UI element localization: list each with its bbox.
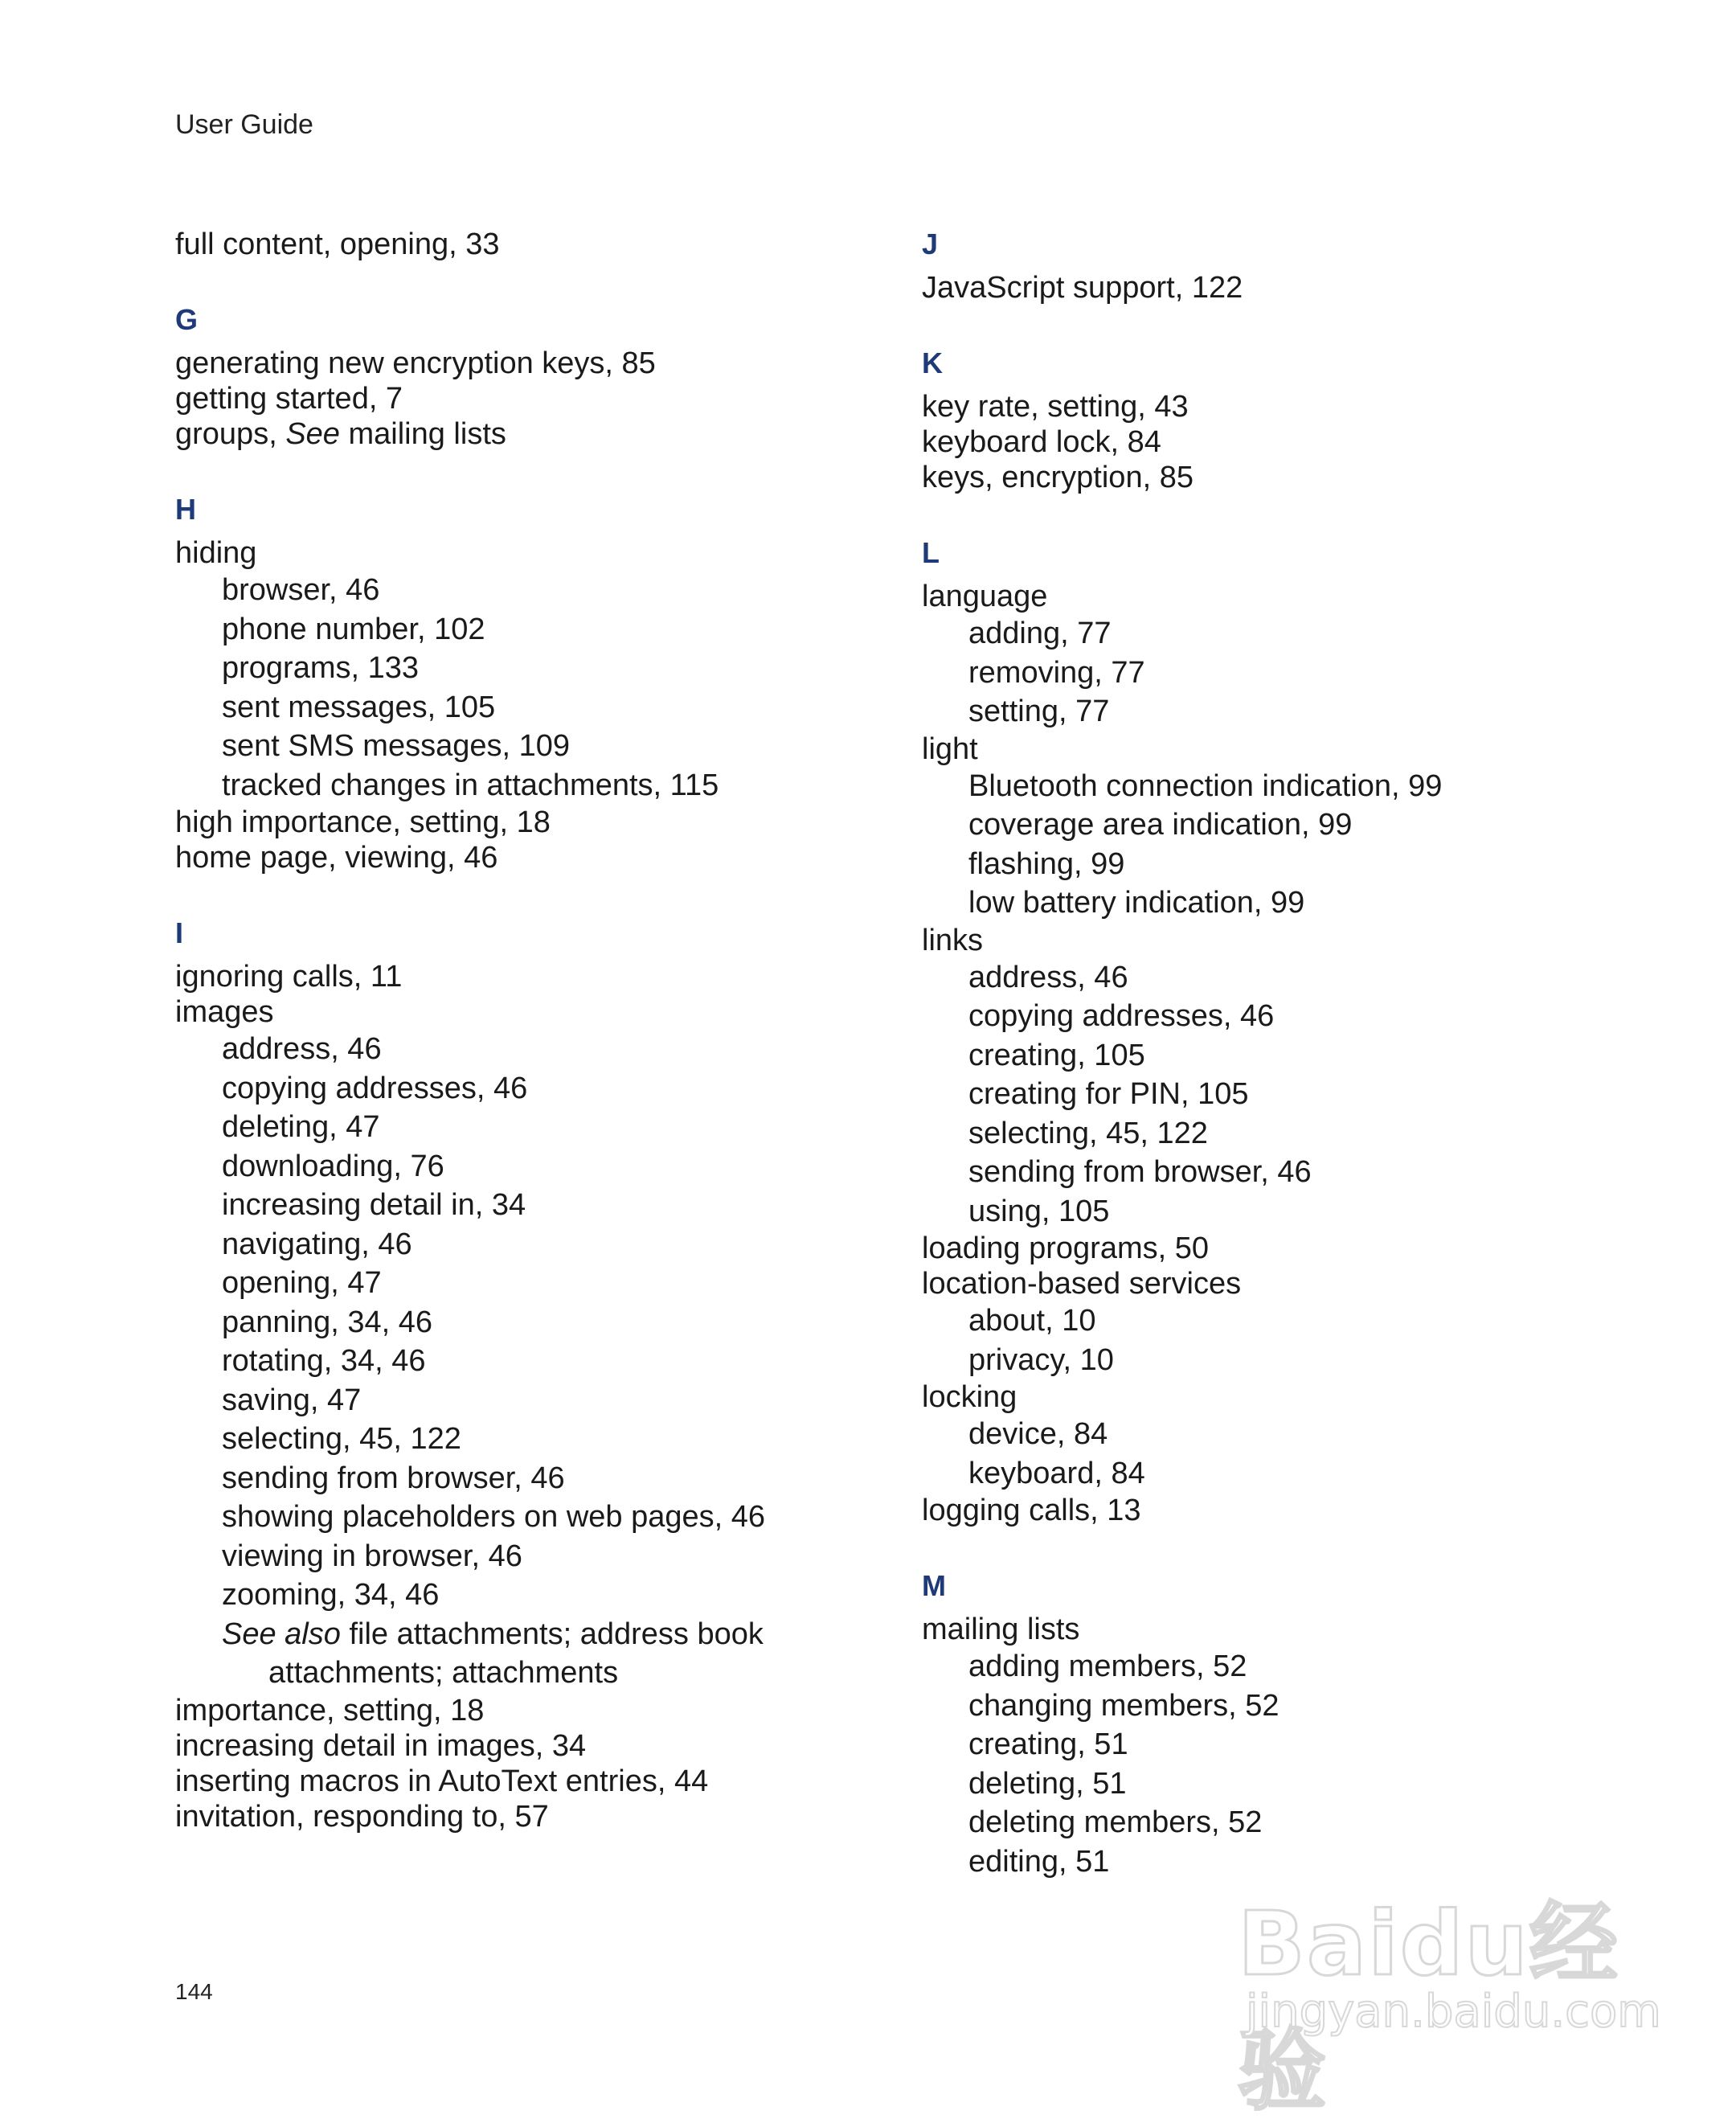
index-entry: invitation, responding to, 57: [175, 1799, 549, 1834]
index-entry: increasing detail in images, 34: [175, 1728, 587, 1763]
watermark-url-text: jingyan.baidu.com: [1246, 1986, 1661, 2038]
index-subentry: programs, 133: [222, 651, 420, 685]
index-subentry: editing, 51: [968, 1844, 1110, 1879]
index-subentry: creating, 51: [968, 1727, 1128, 1761]
index-entry: mailing lists: [922, 1613, 1080, 1646]
index-subentry: downloading, 76: [222, 1149, 444, 1183]
section-letter-i: I: [175, 916, 184, 949]
index-subentry: showing placeholders on web pages, 46: [222, 1500, 766, 1534]
index-subentry: removing, 77: [968, 655, 1145, 690]
index-entry: keys, encryption, 85: [922, 461, 1194, 494]
index-subentry: using, 105: [968, 1194, 1110, 1228]
index-entry: links: [922, 923, 984, 957]
index-entry: light: [922, 732, 978, 766]
index-subentry: adding members, 52: [968, 1650, 1247, 1683]
page-number: 144: [175, 1979, 213, 2004]
index-subentry: phone number, 102: [222, 612, 485, 646]
watermark-main-text: Baidu经验: [1238, 1892, 1619, 2122]
index-entry: language: [922, 580, 1048, 613]
section-letter-m: M: [922, 1569, 946, 1602]
index-entry: generating new encryption keys, 85: [175, 346, 656, 380]
index-subentry: browser, 46: [222, 573, 380, 607]
index-entry: getting started, 7: [175, 382, 403, 416]
running-header: User Guide: [175, 109, 313, 140]
index-subentry: opening, 47: [222, 1266, 382, 1300]
index-subentry: flashing, 99: [968, 846, 1125, 881]
section-letter-j: J: [922, 227, 939, 260]
index-entry: home page, viewing, 46: [175, 841, 498, 875]
index-see-also-continued: attachments; attachments: [268, 1656, 619, 1690]
section-letter-l: L: [922, 536, 940, 569]
index-subentry: selecting, 45, 122: [968, 1116, 1208, 1150]
index-subentry: privacy, 10: [968, 1342, 1114, 1377]
index-subentry: copying addresses, 46: [968, 999, 1275, 1033]
index-subentry: panning, 34, 46: [222, 1305, 433, 1339]
index-entry: location-based services: [922, 1267, 1242, 1301]
index-column-left: [175, 227, 882, 1834]
index-subentry: sending from browser, 46: [968, 1155, 1312, 1189]
index-subentry: deleting, 47: [222, 1110, 380, 1144]
index-subentry: Bluetooth connection indication, 99: [968, 768, 1443, 803]
index-subentry: viewing in browser, 46: [222, 1539, 522, 1573]
index-entry: ignoring calls, 11: [175, 960, 403, 994]
index-entry: inserting macros in AutoText entries, 44: [175, 1764, 709, 1798]
index-subentry: setting, 77: [968, 695, 1110, 728]
index-entry: logging calls, 13: [922, 1494, 1141, 1527]
index-subentry: device, 84: [968, 1417, 1108, 1451]
index-entry: hiding: [175, 536, 257, 570]
index-entry: groups, See mailing lists: [175, 417, 506, 451]
index-subentry: copying addresses, 46: [222, 1071, 528, 1105]
index-subentry: adding, 77: [968, 617, 1112, 650]
index-subentry: sent messages, 105: [222, 690, 496, 724]
section-letter-k: K: [922, 346, 943, 379]
index-see-also: See also file attachments; address book: [222, 1617, 764, 1651]
index-subentry: saving, 47: [222, 1383, 362, 1417]
index-entry: locking: [922, 1380, 1017, 1414]
index-subentry: address, 46: [222, 1032, 382, 1066]
index-subentry: deleting members, 52: [968, 1805, 1263, 1839]
index-subentry: creating for PIN, 105: [968, 1077, 1249, 1111]
index-entry: loading programs, 50: [922, 1232, 1209, 1265]
section-letter-h: H: [175, 493, 196, 526]
index-entry: keyboard lock, 84: [922, 425, 1161, 459]
index-subentry: sent SMS messages, 109: [222, 729, 570, 763]
index-subentry: sending from browser, 46: [222, 1461, 565, 1495]
index-subentry: deleting, 51: [968, 1766, 1127, 1801]
index-entry: key rate, setting, 43: [922, 390, 1189, 424]
index-entry: full content, opening, 33: [175, 227, 500, 261]
index-subentry: tracked changes in attachments, 115: [222, 768, 719, 802]
index-subentry: increasing detail in, 34: [222, 1188, 526, 1222]
index-subentry: low battery indication, 99: [968, 886, 1305, 920]
index-subentry: about, 10: [968, 1304, 1096, 1338]
index-subentry: coverage area indication, 99: [968, 808, 1353, 842]
index-subentry: changing members, 52: [968, 1688, 1279, 1723]
index-entry: images: [175, 995, 274, 1029]
index-entry: JavaScript support, 122: [922, 271, 1243, 305]
index-subentry: zooming, 34, 46: [222, 1578, 440, 1612]
index-entry: importance, setting, 18: [175, 1693, 485, 1727]
section-letter-g: G: [175, 303, 199, 336]
index-subentry: rotating, 34, 46: [222, 1344, 426, 1378]
index-subentry: navigating, 46: [222, 1227, 412, 1261]
index-subentry: creating, 105: [968, 1038, 1145, 1072]
index-subentry: address, 46: [968, 960, 1128, 994]
index-entry: high importance, setting, 18: [175, 805, 551, 839]
index-subentry: selecting, 45, 122: [222, 1422, 461, 1456]
index-column-right: [922, 227, 1645, 1881]
index-subentry: keyboard, 84: [968, 1456, 1145, 1490]
